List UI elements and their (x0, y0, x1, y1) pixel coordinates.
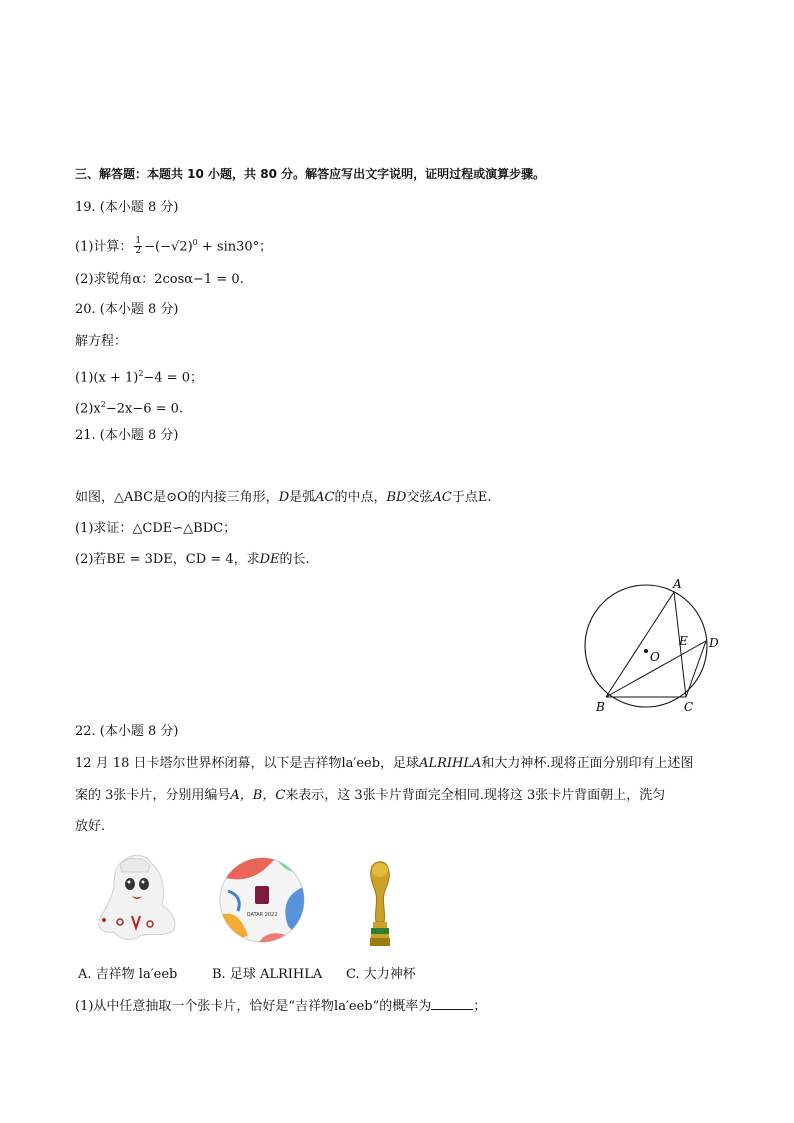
q22-title: 22. (本小题 8 分) (75, 724, 179, 739)
frac-num: 1 (135, 236, 142, 247)
q21-part1: (1)求证：△CDE∽△BDC； (75, 521, 237, 536)
center-dot (644, 649, 648, 653)
q19-part1 (75, 234, 272, 256)
q21-stem-a: 如图，△ABC是⊙O的内接三角形， (75, 490, 279, 505)
q22-line2-abc: A，B，C (230, 788, 286, 803)
q19-p1-label: (1)计算： (75, 239, 133, 255)
q20-p1-b: −4 = 0； (143, 370, 204, 386)
label-c: C (684, 700, 694, 714)
q19-expr-b: + sin30°； (197, 239, 273, 255)
q21-stem (75, 489, 491, 507)
q22-line1 (75, 755, 694, 773)
q20-intro: 解方程： (75, 334, 128, 349)
q22-part1 (75, 997, 486, 1016)
q22-line2 (75, 787, 665, 805)
q21-stem-b: 是弧 (289, 490, 316, 505)
football-alrihla-image (218, 856, 306, 944)
q21-stem-f: 于点E. (451, 490, 492, 505)
q21-stem-ac2: AC (432, 490, 452, 505)
circle-geometry-figure (580, 575, 730, 715)
mascot-laeeb-image (92, 850, 182, 945)
section-header: 三、解答题：本题共 10 小题，共 80 分。解答应写出文字说明，证明过程或演算步骤。 (75, 167, 546, 181)
label-a: A (673, 577, 682, 591)
q22-p1-b: ； (473, 999, 487, 1014)
q20-part1 (75, 365, 203, 387)
q20-p1-exp: 2 (138, 369, 144, 378)
q21-stem-ac: AC (315, 490, 335, 505)
label-d: D (709, 636, 719, 650)
q20-p1-a: (1)(x + 1) (75, 370, 139, 386)
segment-ab (606, 592, 674, 697)
q20-p2-b: −2x−6 = 0. (105, 401, 184, 417)
q21-stem-e: 交弦 (406, 490, 433, 505)
q21-title: 21. (本小题 8 分) (75, 428, 179, 443)
fraction (134, 237, 142, 256)
q22-line1-a: 12 月 18 日卡塔尔世界杯闭幕，以下是吉祥物la′eeb，足球 (75, 756, 420, 771)
q22-line2-a: 案的 3张卡片，分别用编号 (75, 788, 231, 803)
q22-line1-ball: ALRIHLA (419, 756, 482, 771)
q22-line1-b: 和大力神杯.现将正面分别印有上述图 (481, 756, 694, 771)
q21-p2-b: 的长. (279, 552, 310, 567)
q20-title: 20. (本小题 8 分) (75, 302, 179, 317)
q20-p2-a: (2)x (75, 401, 101, 417)
q21-stem-bd: BD (386, 490, 407, 505)
caption-c: C. 大力神杯 (346, 967, 416, 982)
q22-line2-b: 来表示，这 3张卡片背面完全相同.现将这 3张卡片背面朝上，洗匀 (285, 788, 666, 803)
q19-expr-a: −(−√2) (144, 239, 193, 255)
caption-a: A. 吉祥物 la′eeb (78, 967, 178, 982)
label-b: B (596, 700, 605, 714)
label-o: O (650, 650, 660, 664)
q19-title: 19. (本小题 8 分) (75, 200, 179, 215)
q22-p1-a: (1)从中任意抽取一个张卡片，恰好是“吉祥物la′eeb”的概率为 (75, 999, 432, 1014)
q19-exp: 0 (192, 238, 198, 247)
svg-text:QATAR 2022: QATAR 2022 (246, 912, 278, 918)
q22-line3: 放好. (75, 819, 106, 834)
frac-den: 2 (135, 246, 142, 257)
answer-blank[interactable] (431, 997, 473, 1010)
q21-stem-d: D (278, 490, 290, 505)
label-e: E (679, 634, 688, 648)
q21-part2 (75, 551, 310, 569)
caption-b: B. 足球 ALRIHLA (212, 967, 323, 982)
q21-p2-de: DE (259, 552, 280, 567)
q21-stem-c: 的中点， (334, 490, 387, 505)
q20-p2-exp: 2 (100, 400, 106, 409)
q19-part2: (2)求锐角α：2cosα−1 = 0. (75, 272, 244, 287)
q20-part2 (75, 396, 183, 418)
world-cup-trophy-image (360, 860, 400, 950)
q21-p2-a: (2)若BE = 3DE，CD = 4，求 (75, 552, 260, 567)
